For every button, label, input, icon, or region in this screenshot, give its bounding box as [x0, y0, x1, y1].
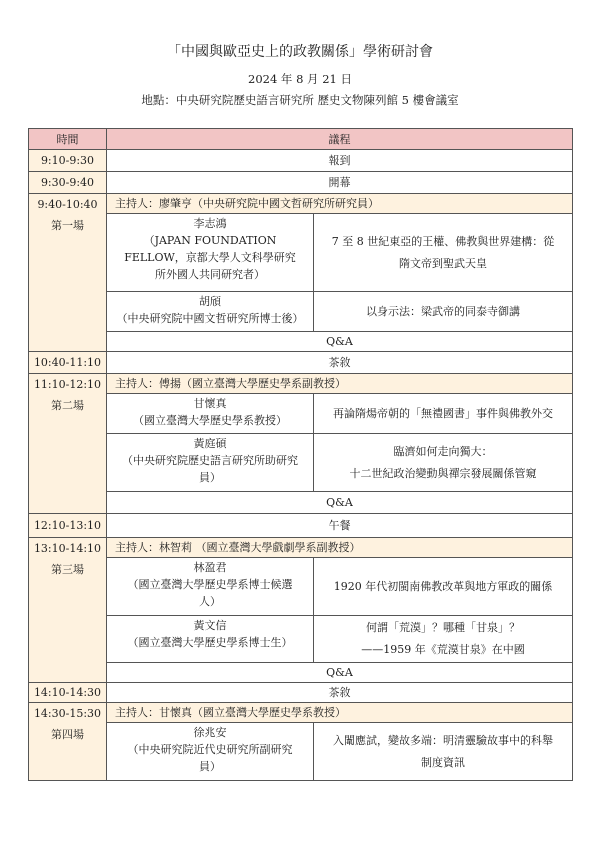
topic-cell: 入闈應試，變故多端：明清靈驗故事中的科舉 制度資訊 — [314, 723, 573, 781]
topic-cell: 1920 年代初閩南佛教改革與地方軍政的關係 — [314, 558, 573, 616]
table-row — [29, 558, 573, 616]
table-row — [29, 394, 573, 434]
venue: 地點：中央研究院歷史語言研究所 歷史文物陳列館 5 樓會議室 — [141, 93, 459, 107]
host-cell: 主持人：甘懷真（國立臺灣大學歷史學系教授） — [107, 703, 573, 723]
table-row — [29, 172, 573, 194]
table-header-row — [29, 129, 573, 150]
header-time: 時間 — [29, 129, 107, 150]
date: 2024 年 8 月 21 日 — [248, 72, 352, 86]
topic-cell: 何謂「荒漠」？哪種「甘泉」？ ——1959 年《荒漠甘泉》在中國 — [314, 616, 573, 663]
session-label: 第三場 — [51, 563, 84, 576]
agenda-item: 午餐 — [107, 514, 573, 538]
topic-cell: 再論隋煬帝朝的「無禮國書」事件與佛教外交 — [314, 394, 573, 434]
table-row — [29, 150, 573, 172]
time-cell: 12:10-13:10 — [29, 514, 107, 538]
table-row — [29, 214, 573, 292]
table-row — [29, 723, 573, 781]
qa-cell: Q&A — [107, 492, 573, 514]
table-row — [29, 292, 573, 332]
time-label: 13:10-14:10 — [33, 542, 102, 555]
header-agenda: 議程 — [107, 129, 573, 150]
speaker-cell: 徐兆安 （中央研究院近代史研究所副研究 員） — [107, 723, 314, 781]
session-label: 第四場 — [51, 728, 84, 741]
qa-cell: Q&A — [107, 663, 573, 683]
speaker-cell: 胡頎 （中央研究院中國文哲研究所博士後） — [107, 292, 314, 332]
table-row — [29, 514, 573, 538]
time-label: 14:30-15:30 — [33, 707, 102, 720]
agenda-table — [28, 128, 573, 781]
table-row — [29, 703, 573, 723]
table-row — [29, 616, 573, 663]
topic-cell: 臨濟如何走向獨大： 十二世紀政治變動與禪宗發展關係管窺 — [314, 434, 573, 492]
topic-cell: 以身示法：梁武帝的同泰寺御講 — [314, 292, 573, 332]
agenda-item: 茶敘 — [107, 352, 573, 374]
host-cell: 主持人：廖肇亨（中央研究院中國文哲研究所研究員） — [107, 194, 573, 214]
time-cell: 9:10-9:30 — [29, 150, 107, 172]
speaker-cell: 甘懷真 （國立臺灣大學歷史學系教授） — [107, 394, 314, 434]
session-cell — [29, 538, 107, 683]
agenda-item: 開幕 — [107, 172, 573, 194]
speaker-cell: 李志鴻 （JAPAN FOUNDATION FELLOW，京都大學人文科學研究 所外國人共同研究者） — [107, 214, 314, 292]
session-label: 第一場 — [51, 219, 84, 232]
table-row — [29, 374, 573, 394]
host-cell: 主持人：傅揚（國立臺灣大學歷史學系副教授） — [107, 374, 573, 394]
session-label: 第二場 — [51, 399, 84, 412]
session-cell — [29, 374, 107, 514]
qa-cell: Q&A — [107, 332, 573, 352]
session-cell — [29, 194, 107, 352]
topic-cell: 7 至 8 世紀東亞的王權、佛教與世界建構：從 隋文帝到聖武天皇 — [314, 214, 573, 292]
session-cell — [29, 703, 107, 781]
time-label: 11:10-12:10 — [33, 378, 102, 391]
title: 「中國與歐亞史上的政教關係」學術研討會 — [167, 44, 433, 60]
speaker-cell: 黃庭碩 （中央研究院歷史語言研究所助研究 員） — [107, 434, 314, 492]
table-row — [29, 683, 573, 703]
table-row — [29, 352, 573, 374]
table-row — [29, 538, 573, 558]
table-row — [29, 194, 573, 214]
agenda-item: 茶敘 — [107, 683, 573, 703]
time-cell: 14:10-14:30 — [29, 683, 107, 703]
agenda-item: 報到 — [107, 150, 573, 172]
table-row — [29, 492, 573, 514]
table-row — [29, 434, 573, 492]
time-label: 9:40-10:40 — [37, 198, 98, 211]
speaker-cell: 黃文信 （國立臺灣大學歷史學系博士生） — [107, 616, 314, 663]
time-cell: 10:40-11:10 — [29, 352, 107, 374]
host-cell: 主持人：林智莉 （國立臺灣大學戲劇學系副教授） — [107, 538, 573, 558]
table-row — [29, 663, 573, 683]
time-cell: 9:30-9:40 — [29, 172, 107, 194]
table-row — [29, 332, 573, 352]
speaker-cell: 林盈君 （國立臺灣大學歷史學系博士候選 人） — [107, 558, 314, 616]
